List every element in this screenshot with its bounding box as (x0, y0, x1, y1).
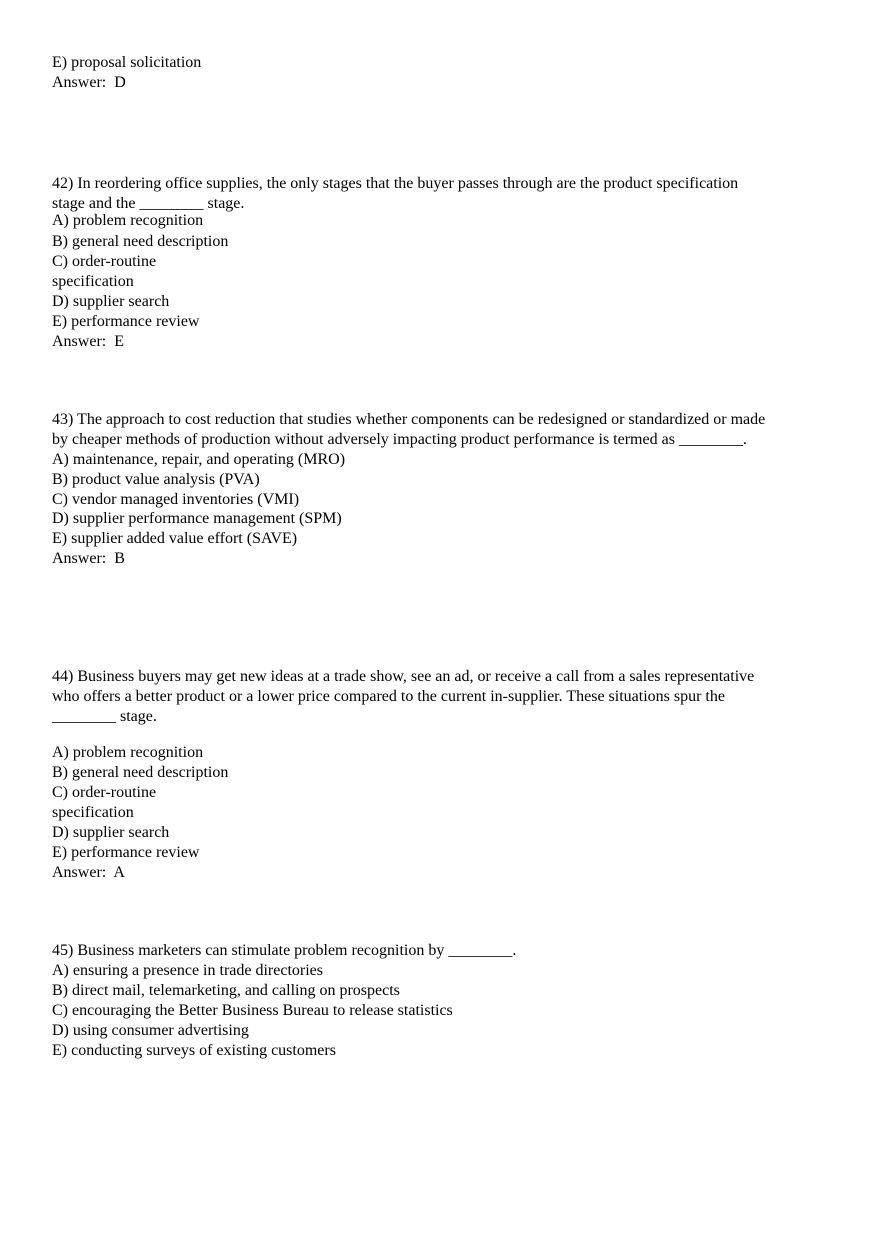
q45-option-b: B) direct mail, telemarketing, and calling on prospects (52, 982, 400, 999)
q41-option-e: E) proposal solicitation (52, 54, 202, 71)
q43-stem-line-2: by cheaper methods of production without adversely impacting product performance is termed as ________. (52, 431, 747, 448)
q44-stem-line-2: who offers a better product or a lower price compared to the current in-supplier. These situations spur the (52, 688, 725, 705)
q44-option-d: D) supplier search (52, 824, 170, 841)
q44-option-c-line-1: C) order-routine (52, 784, 157, 801)
q44-option-e: E) performance review (52, 844, 200, 861)
q43-option-d: D) supplier performance management (SPM) (52, 510, 342, 527)
q44-option-b: B) general need description (52, 764, 229, 781)
q44-answer: Answer: A (52, 864, 125, 881)
q43-answer: Answer: B (52, 550, 125, 567)
q45-option-d: D) using consumer advertising (52, 1022, 249, 1039)
q45-option-e: E) conducting surveys of existing customers (52, 1042, 336, 1059)
q45-stem: 45) Business marketers can stimulate problem recognition by ________. (52, 942, 517, 959)
q42-option-c-line-2: specification (52, 273, 134, 290)
q45-option-c: C) encouraging the Better Business Bureau to release statistics (52, 1002, 453, 1019)
q42-option-c-line-1: C) order-routine (52, 253, 157, 270)
q43-option-c: C) vendor managed inventories (VMI) (52, 491, 300, 508)
q43-option-e: E) supplier added value effort (SAVE) (52, 530, 298, 547)
q42-option-b: B) general need description (52, 233, 229, 250)
q43-stem-line-1: 43) The approach to cost reduction that studies whether components can be redesigned or standardized or made (52, 411, 766, 428)
q42-option-e: E) performance review (52, 313, 200, 330)
q43-option-a: A) maintenance, repair, and operating (MRO) (52, 451, 346, 468)
q42-option-d: D) supplier search (52, 293, 170, 310)
q43-option-b: B) product value analysis (PVA) (52, 471, 260, 488)
q42-stem-line-2: stage and the ________ stage. (52, 195, 245, 212)
q45-option-a: A) ensuring a presence in trade directories (52, 962, 323, 979)
q42-stem-line-1: 42) In reordering office supplies, the only stages that the buyer passes through are the product specification (52, 175, 739, 192)
q44-stem-line-3: ________ stage. (52, 708, 157, 725)
q42-answer: Answer: E (52, 333, 124, 350)
q44-stem-line-1: 44) Business buyers may get new ideas at a trade show, see an ad, or receive a call from a sales representative (52, 668, 755, 685)
q44-option-c-line-2: specification (52, 804, 134, 821)
q41-answer: Answer: D (52, 74, 126, 91)
q44-option-a: A) problem recognition (52, 744, 204, 761)
q42-option-a: A) problem recognition (52, 212, 204, 229)
